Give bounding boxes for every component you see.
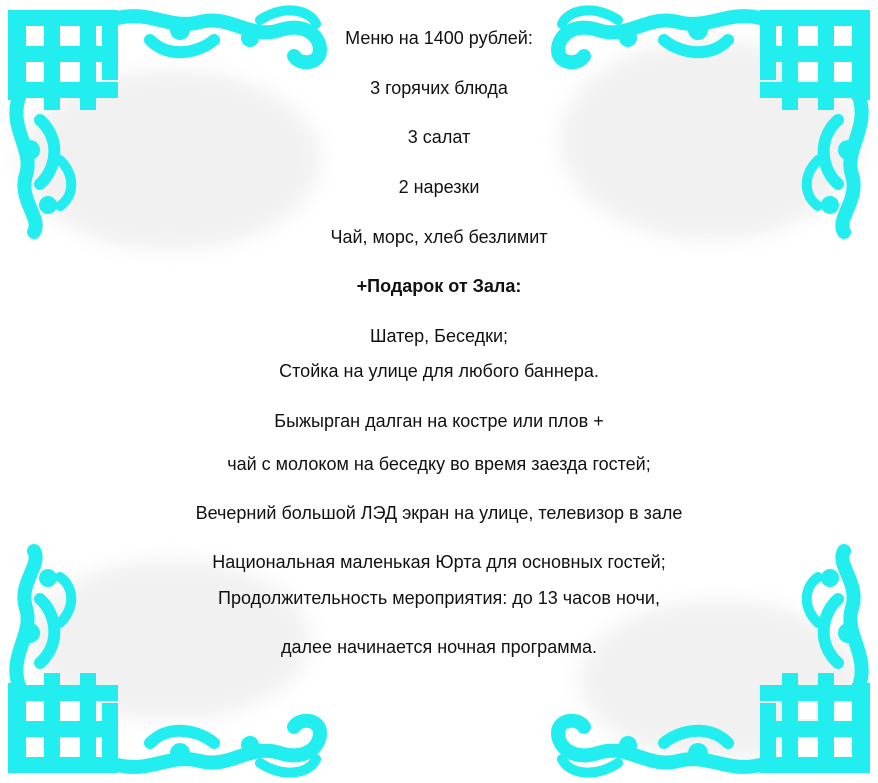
gift-stand: Стойка на улице для любого баннера. bbox=[279, 361, 599, 381]
menu-drinks: Чай, морс, хлеб безлимит bbox=[330, 227, 548, 247]
gift-tea: чай с молоком на беседку во время заезда гостей; bbox=[227, 454, 651, 474]
gift-heading: +Подарок от Зала: bbox=[356, 276, 522, 296]
menu-cuts: 2 нарезки bbox=[398, 177, 480, 197]
gift-tent: Шатер, Беседки; bbox=[369, 326, 509, 346]
gift-food: Быжырган далган на костре или плов + bbox=[274, 411, 604, 431]
gift-yurt: Национальная маленькая Юрта для основных гостей; bbox=[212, 552, 666, 572]
menu-hot-dishes: 3 горячих блюда bbox=[370, 78, 508, 98]
event-duration: Продолжительность мероприятия: до 13 часов ночи, bbox=[218, 588, 660, 608]
gift-screen: Вечерний большой ЛЭД экран на улице, телевизор в зале bbox=[195, 503, 683, 523]
menu-title: Меню на 1400 рублей: bbox=[345, 28, 533, 48]
menu-salads: 3 салат bbox=[407, 127, 471, 147]
night-program: далее начинается ночная программа. bbox=[281, 637, 597, 657]
